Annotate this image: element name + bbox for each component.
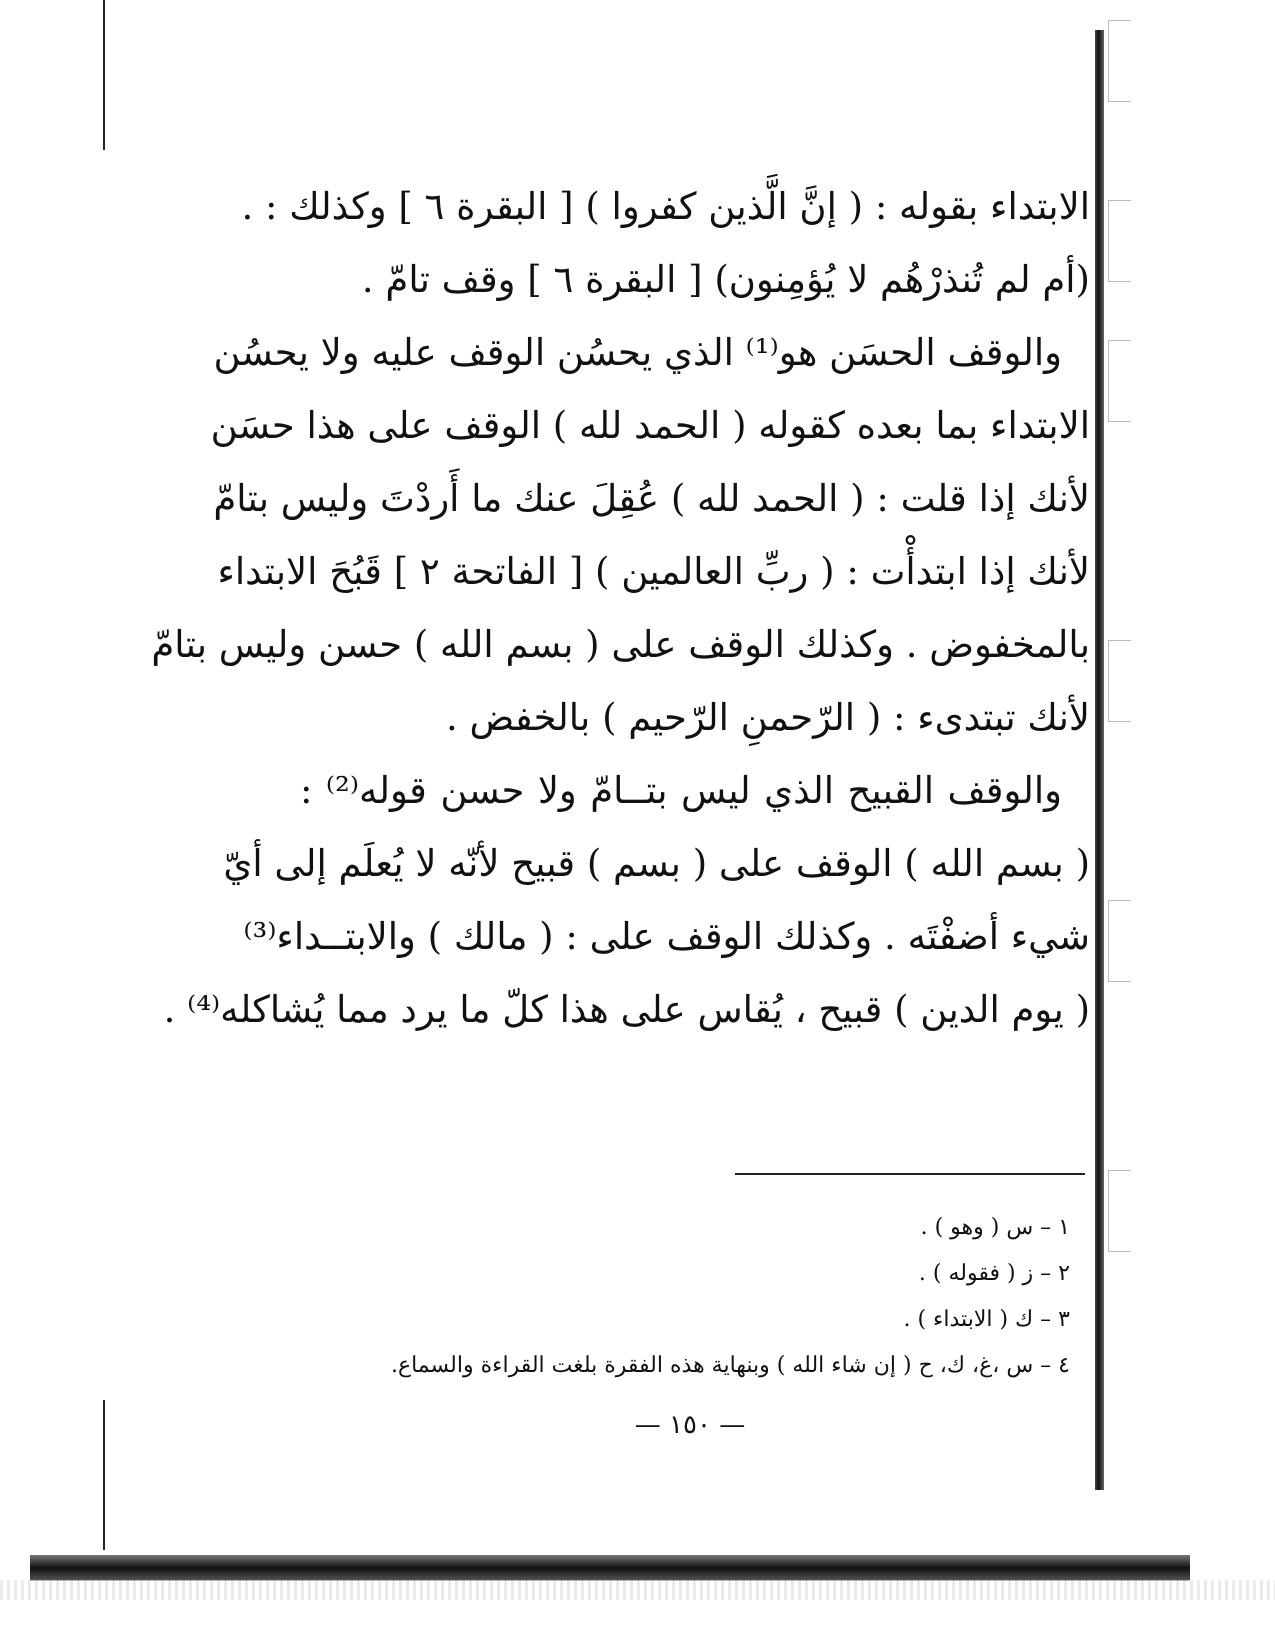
body-line: بالمخفوض . وكذلك الوقف على ( بسم الله ) حسن وليس بتامّ <box>151 623 1090 666</box>
footnote-separator <box>735 1173 1085 1175</box>
body-line: لأنك تبتدىء : ( الرّحمنِ الرّحيم ) بالخفض . <box>446 696 1090 739</box>
body-line: لأنك إذا ابتدأْت : ( ربِّ العالمين ) [ الفاتحة ٢ ] قَبُحَ الابتداء <box>217 550 1090 593</box>
margin-ticks <box>1108 20 1138 1540</box>
left-margin-line-lower <box>103 1400 105 1550</box>
bottom-scan-noise <box>0 1580 1275 1600</box>
body-line: الابتداء بقوله : ( إنَّ الَّذين كفروا ) [ البقرة ٦ ] وكذلك : . <box>241 185 1090 228</box>
bottom-scan-edge <box>30 1555 1190 1581</box>
body-line: شيء أضفْتَه . وكذلك الوقف على : ( مالك ) والابتــداء⁽³⁾ <box>243 915 1090 958</box>
footnote: ٤ – س ،غ، ك، ح ( إن شاء الله ) وبنهاية هذه الفقرة بلغت القراءة والسماع. <box>390 1353 1070 1378</box>
body-line: لأنك إذا قلت : ( الحمد لله ) عُقِلَ عنك ما أَردْتَ وليس بتامّ <box>213 477 1090 520</box>
body-line: (أم لم تُنذرْهُم لا يُؤمِنون) [ البقرة ٦ ] وقف تامّ . <box>361 258 1090 301</box>
body-line: ( بسم الله ) الوقف على ( بسم ) قبيح لأنّه لا يُعلَم إلى أيّ <box>223 842 1090 885</box>
body-line: والوقف القبيح الذي ليس بتــامّ ولا حسن قوله⁽²⁾ : <box>300 769 1062 812</box>
body-line: والوقف الحسَن هو⁽¹⁾ الذي يحسُن الوقف عليه ولا يحسُن <box>213 331 1062 374</box>
footnote: ١ – س ( وهو ) . <box>920 1215 1070 1240</box>
page-spine-edge <box>1095 30 1104 1490</box>
body-line: ( يوم الدين ) قبيح ، يُقاس على هذا كلّ ما يرد مما يُشاكله⁽⁴⁾ . <box>163 988 1090 1031</box>
body-text <box>151 170 1090 1046</box>
footnotes <box>290 1205 1070 1389</box>
page-number: — ١٥٠ — <box>634 1410 746 1440</box>
body-line: الابتداء بما بعده كقوله ( الحمد لله ) الوقف على هذا حسَن <box>210 404 1090 447</box>
left-margin-line <box>103 0 105 150</box>
footnote: ٢ – ز ( فقوله ) . <box>918 1261 1070 1286</box>
footnote: ٣ – ك ( الابتداء ) . <box>903 1307 1070 1332</box>
